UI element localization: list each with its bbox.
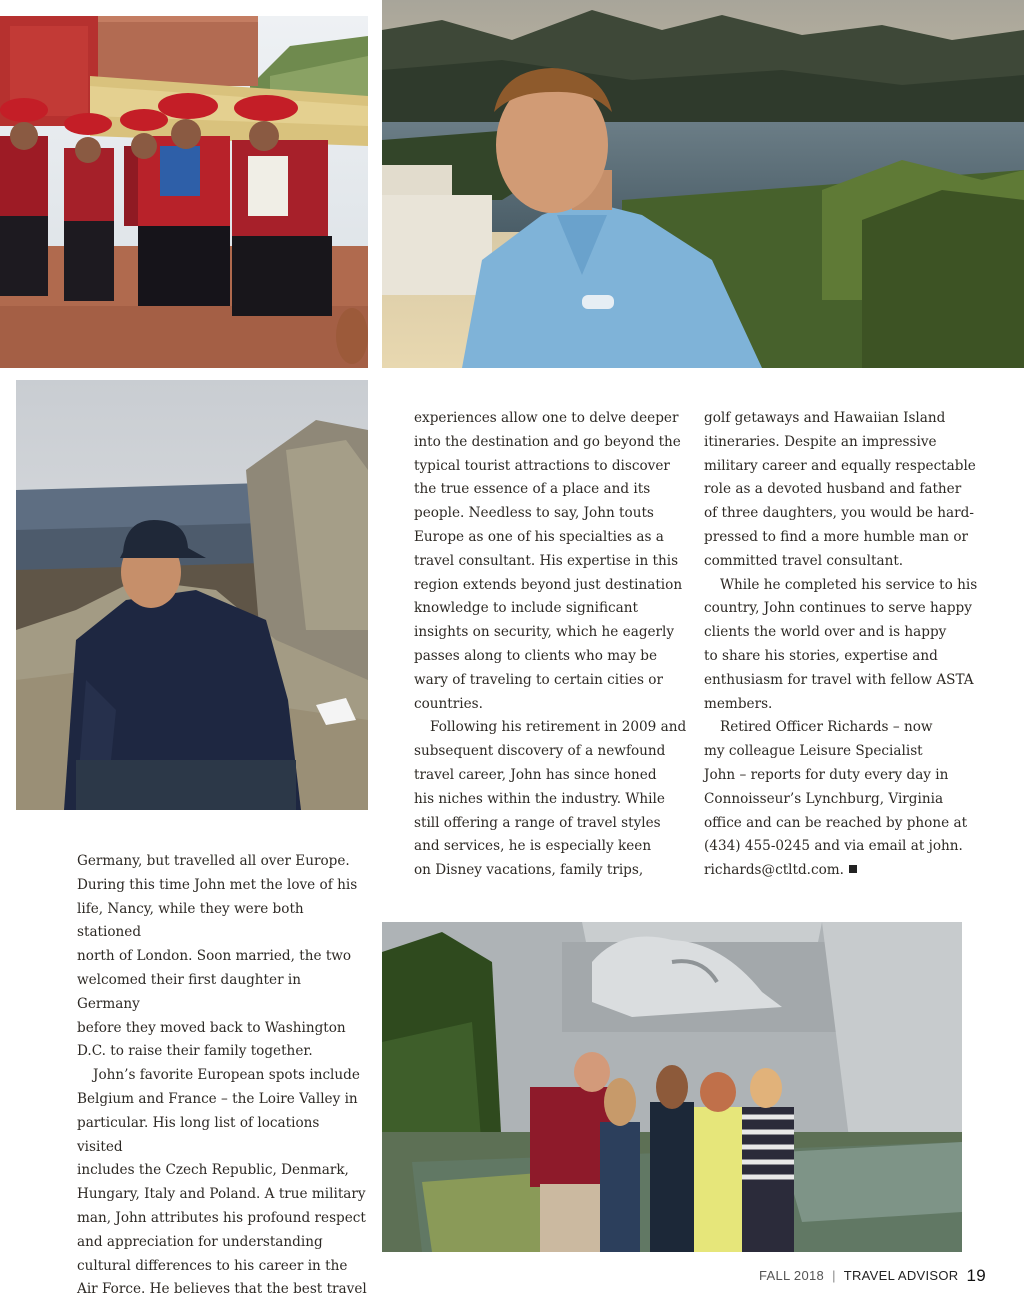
article-column-right: [704, 407, 1004, 883]
paragraph: experiences allow one to delve deeper into the destination and go beyond the typical tourist attractions to discover the true essence of a place and its people. Needless to say, John touts Europe as one of his specialties as a travel consultant. His expertise in this region extends beyond just destination knowledge to include significant insights on security, which he eagerly passes along to clients who may be wary of traveling to certain cities or countries.: [414, 410, 683, 712]
article-column-left: [77, 850, 367, 1302]
paragraph-final: [704, 716, 1004, 883]
photo-family-lion-monument: [382, 922, 962, 1252]
footer-separator: |: [832, 1268, 836, 1283]
page-footer: [759, 1266, 986, 1286]
paragraph: John’s favorite European spots include Belgium and France – the Loire Valley in particular. His long list of locations visited includes the Czech Republic, Denmark, Hungary, Italy and Poland. A true military man, John attributes his profound respect and appreciation for understanding cultural differences to his career in the Air Force. He believes that the best travel: [77, 1067, 367, 1298]
article-column-middle: [414, 407, 694, 883]
end-of-article-icon: [849, 865, 857, 873]
paragraph: Germany, but travelled all over Europe. During this time John met the love of his life, Nancy, while they were both stationed north of London. Soon married, the two welcomed their first daughter in Germany before they moved back to Washington D.C. to raise their family together.: [77, 853, 358, 1060]
paragraph: Following his retirement in 2009 and subsequent discovery of a newfound travel career, John has since honed his niches within the industry. While still offering a range of travel styles and services, he is especially keen on Disney vacations, family trips,: [414, 719, 687, 879]
page-number: 19: [966, 1266, 986, 1285]
photo-john-hawaii-bay: [382, 0, 1024, 368]
paragraph: While he completed his service to his country, John continues to serve happy clients the world over and is happy to share his stories, expertise and enthusiasm for travel with fellow ASTA members.: [704, 576, 978, 712]
photo-peruvian-women: [0, 16, 368, 368]
magazine-name: TRAVEL ADVISOR: [843, 1268, 959, 1283]
photo-john-mountain-rocks: [16, 380, 368, 810]
issue-label: FALL 2018: [758, 1268, 825, 1283]
paragraph: golf getaways and Hawaiian Island itineraries. Despite an impressive military career and equally respectable role as a devoted husband and father of three daughters, you would be hard- pressed to find a more humble man or committed travel consultant.: [704, 410, 976, 569]
paragraph-text: Retired Officer Richards – now my colleague Leisure Specialist John – reports for duty every day in Connoisseur’s Lynchburg, Virginia office and can be reached by phone at (434) 455-0245 and via email at john. richards@ctltd.com.: [704, 719, 968, 879]
